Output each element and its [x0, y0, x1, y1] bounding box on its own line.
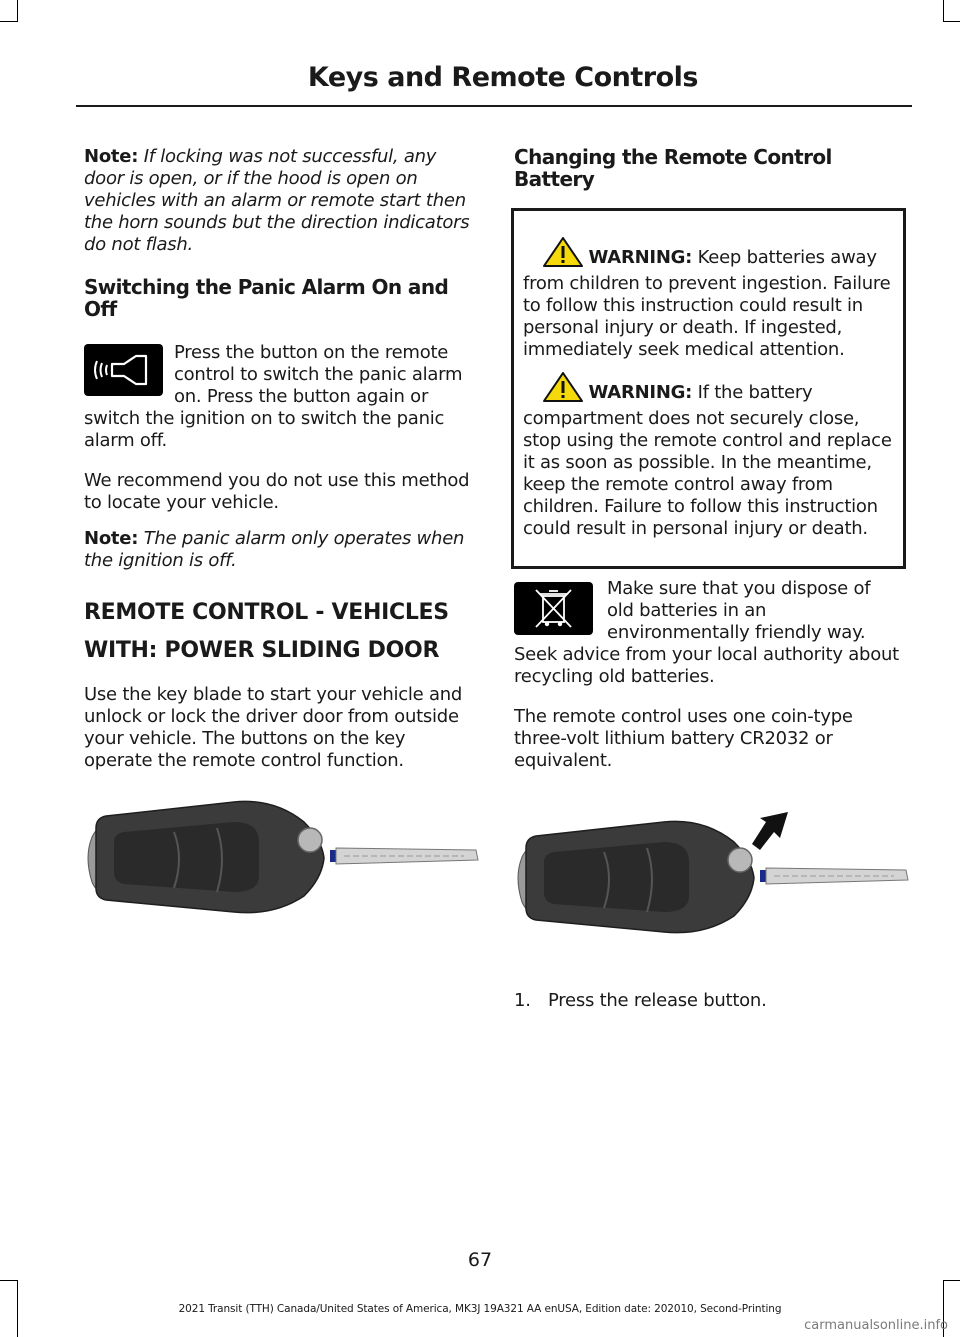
warning-triangle-icon	[543, 372, 583, 408]
panic-alarm-icon	[84, 344, 163, 396]
warning-2	[523, 372, 895, 540]
release-button-arrow-icon	[746, 810, 794, 852]
panic-heading: Switching the Panic Alarm On and Off	[84, 275, 449, 321]
warning-1-label: WARNING:	[588, 247, 693, 268]
note-text-2: The panic alarm only operates when the ignition is off.	[84, 528, 465, 571]
crop-mark-top-right-h	[943, 21, 960, 22]
section-heading-line2: WITH: POWER SLIDING DOOR	[84, 638, 440, 663]
note-panic	[84, 528, 476, 572]
step-1-text: Press the release button.	[548, 990, 767, 1011]
crossed-out-bin-icon	[514, 582, 593, 635]
warning-triangle-icon	[543, 237, 583, 273]
note-text: If locking was not successful, any door is open, or if the hood is open on vehicles with an alarm or remote start then the horn sounds but the direction indicators do not flash.	[84, 146, 470, 255]
crop-mark-top-right-v	[943, 0, 944, 22]
dispose-text-a: Make sure that you dispose of old batteries in an environmentally friendly way.	[607, 578, 871, 643]
crop-mark-bottom-left-h	[0, 1280, 18, 1281]
warning-1	[523, 237, 895, 361]
coin-battery-text: The remote control uses one coin-type three-volt lithium battery CR2032 or equivalent.	[514, 706, 853, 771]
page-number: 67	[467, 1249, 493, 1271]
flip-key-release-image	[514, 812, 914, 942]
note-locking	[84, 146, 476, 256]
warning-2-text: If the battery compartment does not securely close, stop using the remote control and replace it as soon as possible. In the meantime, keep the remote control away from children. Failure to follow this instruction could result in personal injury or death.	[523, 382, 892, 539]
crop-mark-bottom-right-h	[943, 1280, 960, 1281]
flip-key-image	[84, 792, 484, 922]
step-1	[514, 990, 906, 1012]
panic-text-b: switch the ignition on to switch the panic alarm off.	[84, 408, 445, 451]
note-label-2: Note:	[84, 528, 139, 549]
warning-box	[511, 208, 906, 569]
step-1-number: 1.	[514, 990, 531, 1011]
header-rule	[76, 105, 912, 107]
crop-mark-top-left-v	[17, 0, 18, 22]
edition-line: 2021 Transit (TTH) Canada/United States of America, MK3J 19A321 AA enUSA, Edition date: 202010, Second-Printing	[178, 1303, 782, 1315]
recommend-text: We recommend you do not use this method to locate your vehicle.	[84, 470, 470, 513]
crop-mark-top-left-h	[0, 21, 18, 22]
dispose-text-b: Seek advice from your local authority about recycling old batteries.	[514, 644, 899, 687]
battery-heading: Changing the Remote Control Battery	[514, 145, 832, 191]
warning-2-label: WARNING:	[588, 382, 693, 403]
page-title: Keys and Remote Controls	[307, 62, 698, 93]
right-column	[514, 146, 906, 190]
section-heading-line1: REMOTE CONTROL - VEHICLES	[84, 600, 449, 625]
warning-1-text: Keep batteries away from children to prevent ingestion. Failure to follow this instruction could result in personal injury or death. If ingested, immediately seek medical attention.	[523, 247, 891, 360]
note-label: Note:	[84, 146, 139, 167]
panic-text-a: Press the button on the remote control to switch the panic alarm on. Press the button again or	[174, 342, 463, 407]
left-column	[84, 146, 476, 772]
key-blade-text: Use the key blade to start your vehicle and unlock or lock the driver door from outside your vehicle. The buttons on the key operate the remote control function.	[84, 684, 463, 771]
watermark: carmanualsonline.info	[804, 1318, 948, 1333]
